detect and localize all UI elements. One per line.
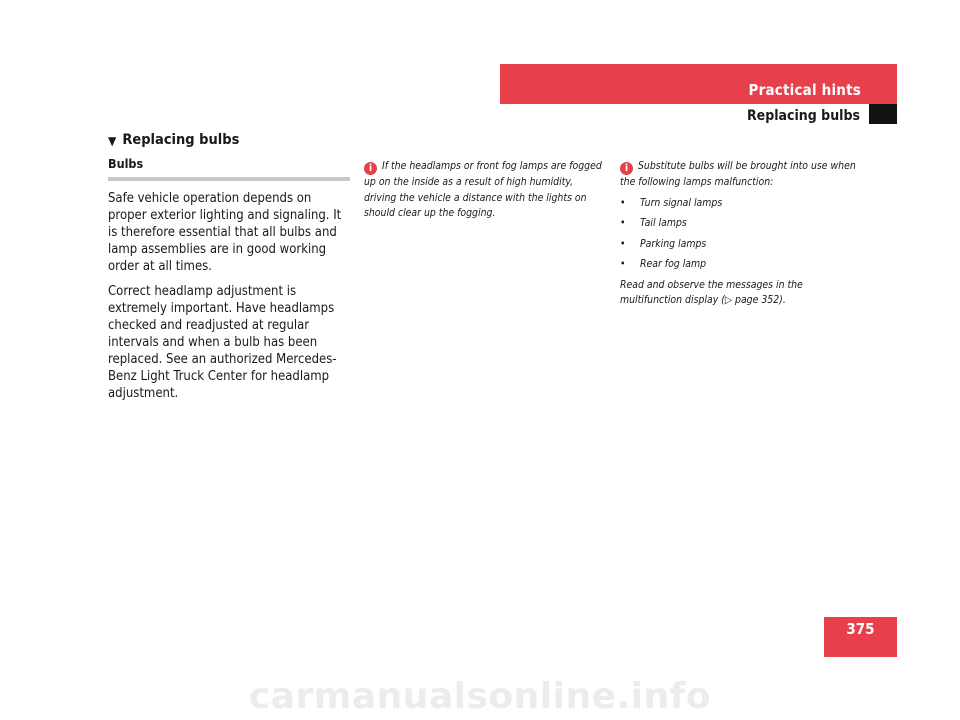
info-note-text: If the headlamps or front fog lamps are fogged up on the inside as a result of high humidity, driving the vehicle a distance with the lights on should clear up the fogging. bbox=[364, 160, 602, 219]
lamp-list bbox=[620, 196, 860, 273]
header-band bbox=[500, 64, 897, 104]
bullet-icon: • bbox=[620, 196, 626, 209]
note-footer: Read and observe the messages in the multifunction display (▷ page 352). bbox=[620, 278, 803, 306]
page-number-box bbox=[824, 617, 897, 657]
info-note-text: Substitute bulbs will be brought into use when the following lamps malfunction: bbox=[620, 160, 856, 188]
column-right bbox=[620, 159, 860, 309]
bullet-icon: • bbox=[620, 237, 626, 250]
list-item: • Tail lamps bbox=[620, 216, 860, 232]
subheading-bulbs: Bulbs bbox=[108, 156, 144, 171]
page-number: 375 bbox=[846, 620, 875, 638]
list-item: • Turn signal lamps bbox=[620, 196, 860, 212]
info-note bbox=[620, 159, 860, 191]
info-note bbox=[364, 159, 606, 222]
header-title: Practical hints bbox=[748, 81, 861, 99]
paragraph: Safe vehicle operation depends on proper exterior lighting and signaling. It is therefore essential that all bulbs and lamp assemblies are in good working order at all times. bbox=[108, 191, 342, 274]
subheading-rule bbox=[108, 177, 350, 181]
paragraph: Correct headlamp adjustment is extremely important. Have headlamps checked and readjusted at regular intervals and when a bulb has been replaced. See an authorized Mercedes-Benz Light Truck Center for headlamp adjustment. bbox=[108, 284, 337, 401]
section-heading-text: Replacing bulbs bbox=[122, 132, 240, 148]
triangle-down-icon: ▼ bbox=[108, 134, 117, 148]
section-heading bbox=[108, 132, 239, 148]
list-item: • Rear fog lamp bbox=[620, 257, 860, 273]
header-tab-marker bbox=[869, 104, 897, 124]
bullet-icon: • bbox=[620, 217, 626, 229]
watermark: carmanualsonline.info bbox=[248, 676, 712, 717]
column-left bbox=[108, 156, 350, 410]
info-icon: i bbox=[620, 162, 633, 175]
column-middle bbox=[364, 159, 606, 222]
header-subtitle: Replacing bulbs bbox=[746, 108, 860, 124]
info-icon: i bbox=[364, 162, 377, 175]
list-item: • Parking lamps bbox=[620, 237, 860, 253]
bullet-icon: • bbox=[620, 258, 626, 270]
